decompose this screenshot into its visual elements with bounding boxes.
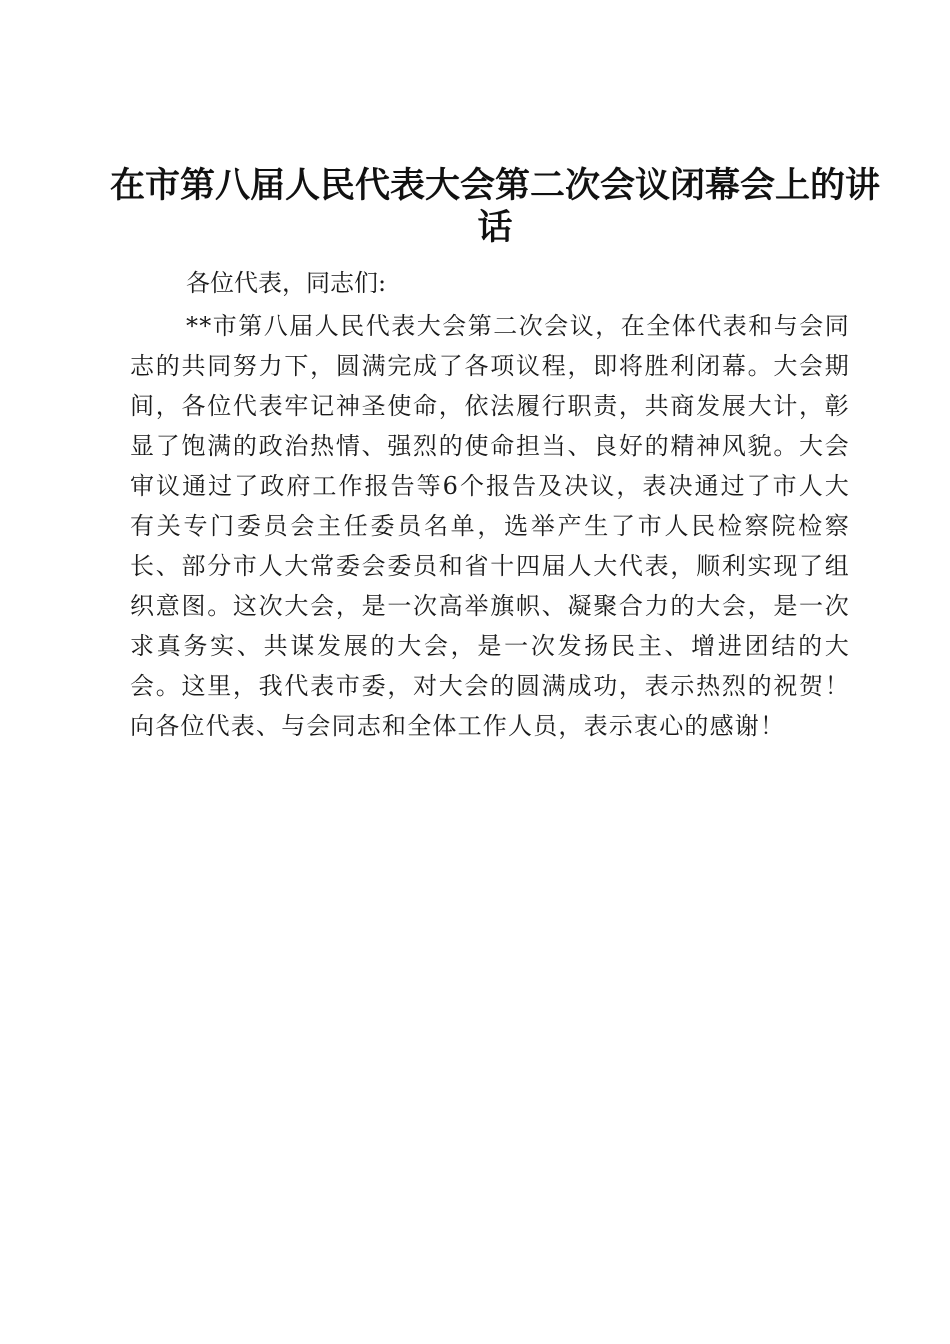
- body-paragraph: **市第八届人民代表大会第二次会议，在全体代表和与会同志的共同努力下，圆满完成了各项议程，即将胜利闭幕。大会期间，各位代表牢记神圣使命，依法履行职责，共商发展大计，彰显了饱满的政治热情、强烈的使命担当、良好的精神风貌。大会审议通过了政府工作报告等6个报告及决议，表决通过了市人大有关专门委员会主任委员名单，选举产生了市人民检察院检察长、部分市人大常委会委员和省十四届人大代表，顺利实现了组织意图。这次大会，是一次高举旗帜、凝聚合力的大会，是一次求真务实、共谋发展的大会，是一次发扬民主、增进团结的大会。这里，我代表市委，对大会的圆满成功，表示热烈的祝贺！向各位代表、与会同志和全体工作人员，表示衷心的感谢！: [130, 312, 850, 740]
- document-title: 在市第八届人民代表大会第二次会议闭幕会上的讲话: [110, 165, 881, 248]
- document-body: [130, 263, 850, 746]
- salutation: 各位代表，同志们:: [186, 269, 387, 297]
